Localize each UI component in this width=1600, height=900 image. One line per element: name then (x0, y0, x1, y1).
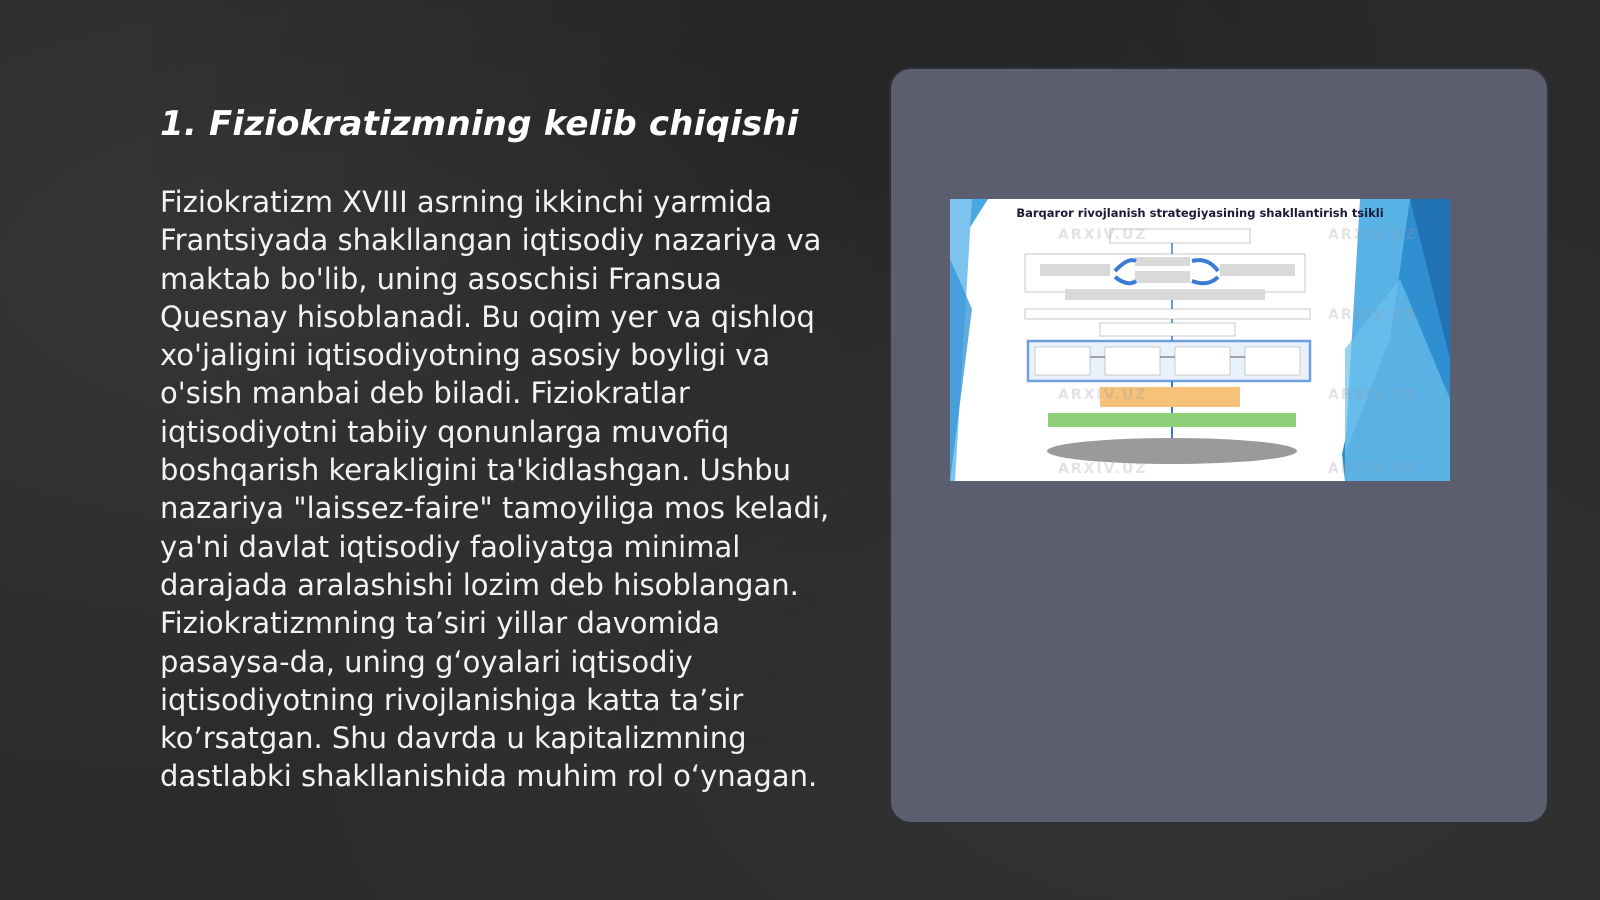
watermark-text: ARXIV.UZ (1328, 461, 1418, 477)
diagram-title: Barqaror rivojlanish strategiyasining shakllantirish tsikli (1016, 206, 1384, 220)
watermark-text: ARXIV.UZ (1328, 307, 1418, 323)
watermark-text: ARXIV.UZ (1058, 461, 1148, 477)
slide-title: 1. Fiziokratizmning kelib chiqishi (160, 104, 799, 144)
watermark-text: ARXIV.UZ (1058, 227, 1148, 243)
slide-body-text: Fiziokratizm XVIII asrning ikkinchi yarmida Frantsiyada shakllangan iqtisodiy nazariya va maktab bo'lib, uning asoschisi Fransua Quesnay hisoblanadi. Bu oqim yer va qishloq xo'jaligini iqtisodiyotning asosiy boyligi va o'sish manbai deb biladi. Fiziokratlar iqtisodiyotni tabiiy qonunlarga muvofiq boshqarish kerakligini ta'kidlashgan. Ushbu nazariya "laissez-faire" tamoyiliga mos keladi, ya'ni davlat iqtisodiy faoliyatga minimal darajada aralashishi lozim deb hisoblangan. Fiziokratizmning ta’siri yillar davomida pasaysa-da, uning g‘oyalari iqtisodiy iqtisodiyotning rivojlanishiga katta ta’sir ko’rsatgan. Shu davrda u kapitalizmning dastlabki shakllanishida muhim rol o‘ynagan. (160, 185, 830, 794)
watermark-text: ARXIV.UZ (1058, 387, 1148, 403)
watermark-text: ARXIV.UZ (1328, 387, 1418, 403)
diagram-image (950, 199, 1450, 481)
watermark-text: ARXIV.UZ (1328, 227, 1418, 243)
